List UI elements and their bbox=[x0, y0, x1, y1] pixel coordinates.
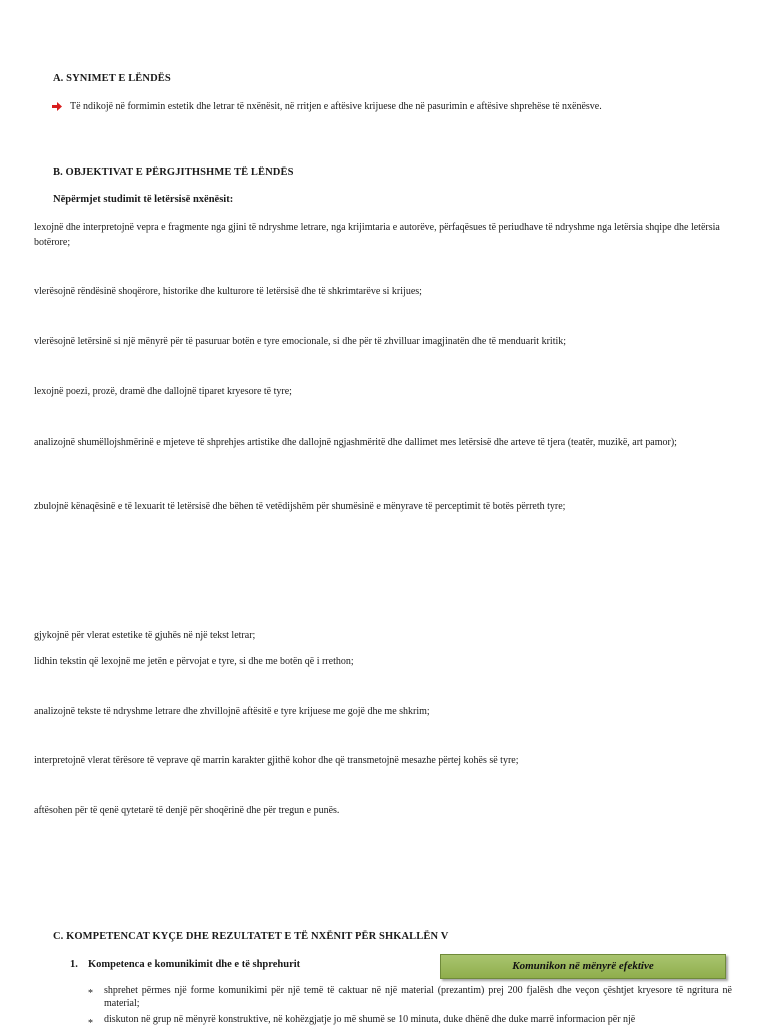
competence-title: Kompetenca e komunikimit dhe e të shprehurit bbox=[88, 959, 301, 970]
section-a-item: Të ndikojë në formimin estetik dhe letrar të nxënësit, në rritjen e aftësive krijuese dhe në pasurimin e aftësive shprehëse të nxënësve. bbox=[70, 101, 602, 112]
objective-item: zbulojnë kënaqësinë e të lexuarit të letërsisë dhe bëhen të vetëdijshëm për shumësinë e mënyrave të perceptimit të botës përreth tyre; bbox=[34, 501, 566, 512]
bullet-star-icon: * bbox=[88, 988, 93, 999]
competence-badge: Komunikon në mënyrë efektive bbox=[440, 954, 726, 979]
result-bullet: diskuton në grup në mënyrë konstruktive, në kohëzgjatje jo më shumë se 10 minuta, duke dhënë dhe duke marrë informacion për një bbox=[104, 1014, 636, 1025]
section-a-heading: A. SYNIMET E LËNDËS bbox=[53, 73, 171, 84]
objective-item: lidhin tekstin që lexojnë me jetën e përvojat e tyre, si dhe me botën që i rrethon; bbox=[34, 656, 354, 667]
red-arrow-icon bbox=[52, 102, 62, 111]
section-b-heading: B. OBJEKTIVAT E PËRGJITHSHME TË LËNDËS bbox=[53, 167, 294, 178]
objective-item: lexojnë poezi, prozë, dramë dhe dallojnë tiparet kryesore të tyre; bbox=[34, 386, 292, 397]
section-c-heading: C. KOMPETENCAT KYÇE DHE REZULTATET E TË NXËNIT PËR SHKALLËN V bbox=[53, 931, 449, 942]
objective-item: analizojnë tekste të ndryshme letrare dhe zhvillojnë aftësitë e tyre krijuese me gojë dhe me shkrim; bbox=[34, 706, 430, 717]
competence-number: 1. bbox=[70, 959, 78, 970]
result-bullet: shprehet përmes një forme komunikimi për një temë të caktuar në një material (prezantim) prej 200 fjalësh dhe veçon çështjet kryesore të ngritura në material; bbox=[104, 985, 732, 1009]
objective-item: gjykojnë për vlerat estetike të gjuhës në një tekst letrar; bbox=[34, 630, 256, 641]
section-b-subheading: Nëpërmjet studimit të letërsisë nxënësit: bbox=[53, 194, 234, 205]
objective-item: interpretojnë vlerat tërësore të veprave që marrin karakter gjithë kohor dhe që transmetojnë mesazhe përtej kohës së tyre; bbox=[34, 755, 519, 766]
objective-item: aftësohen për të qenë qytetarë të denjë për shoqërinë dhe për tregun e punës. bbox=[34, 805, 340, 816]
bullet-star-icon: * bbox=[88, 1018, 93, 1029]
objective-item: vlerësojnë rëndësinë shoqërore, historike dhe kulturore të letërsisë dhe të shkrimtarëve si krijues; bbox=[34, 286, 422, 297]
objective-item: vlerësojnë letërsinë si një mënyrë për të pasuruar botën e tyre emocionale, si dhe për të zhvilluar imagjinatën dhe të menduarit kritik; bbox=[34, 336, 567, 347]
objective-item: analizojnë shumëllojshmërinë e mjeteve të shprehjes artistike dhe dallojnë ngjashmëritë dhe dallimet mes letërsisë dhe arteve të tjera (teatër, muzikë, art pamor); bbox=[34, 437, 677, 448]
objective-item: lexojnë dhe interpretojnë vepra e fragmente nga gjini të ndryshme letrare, nga krijimtaria e autorëve, përfaqësues të periudhave të ndryshme nga letërsia shqipe dhe letërsia botërore; bbox=[34, 222, 720, 248]
